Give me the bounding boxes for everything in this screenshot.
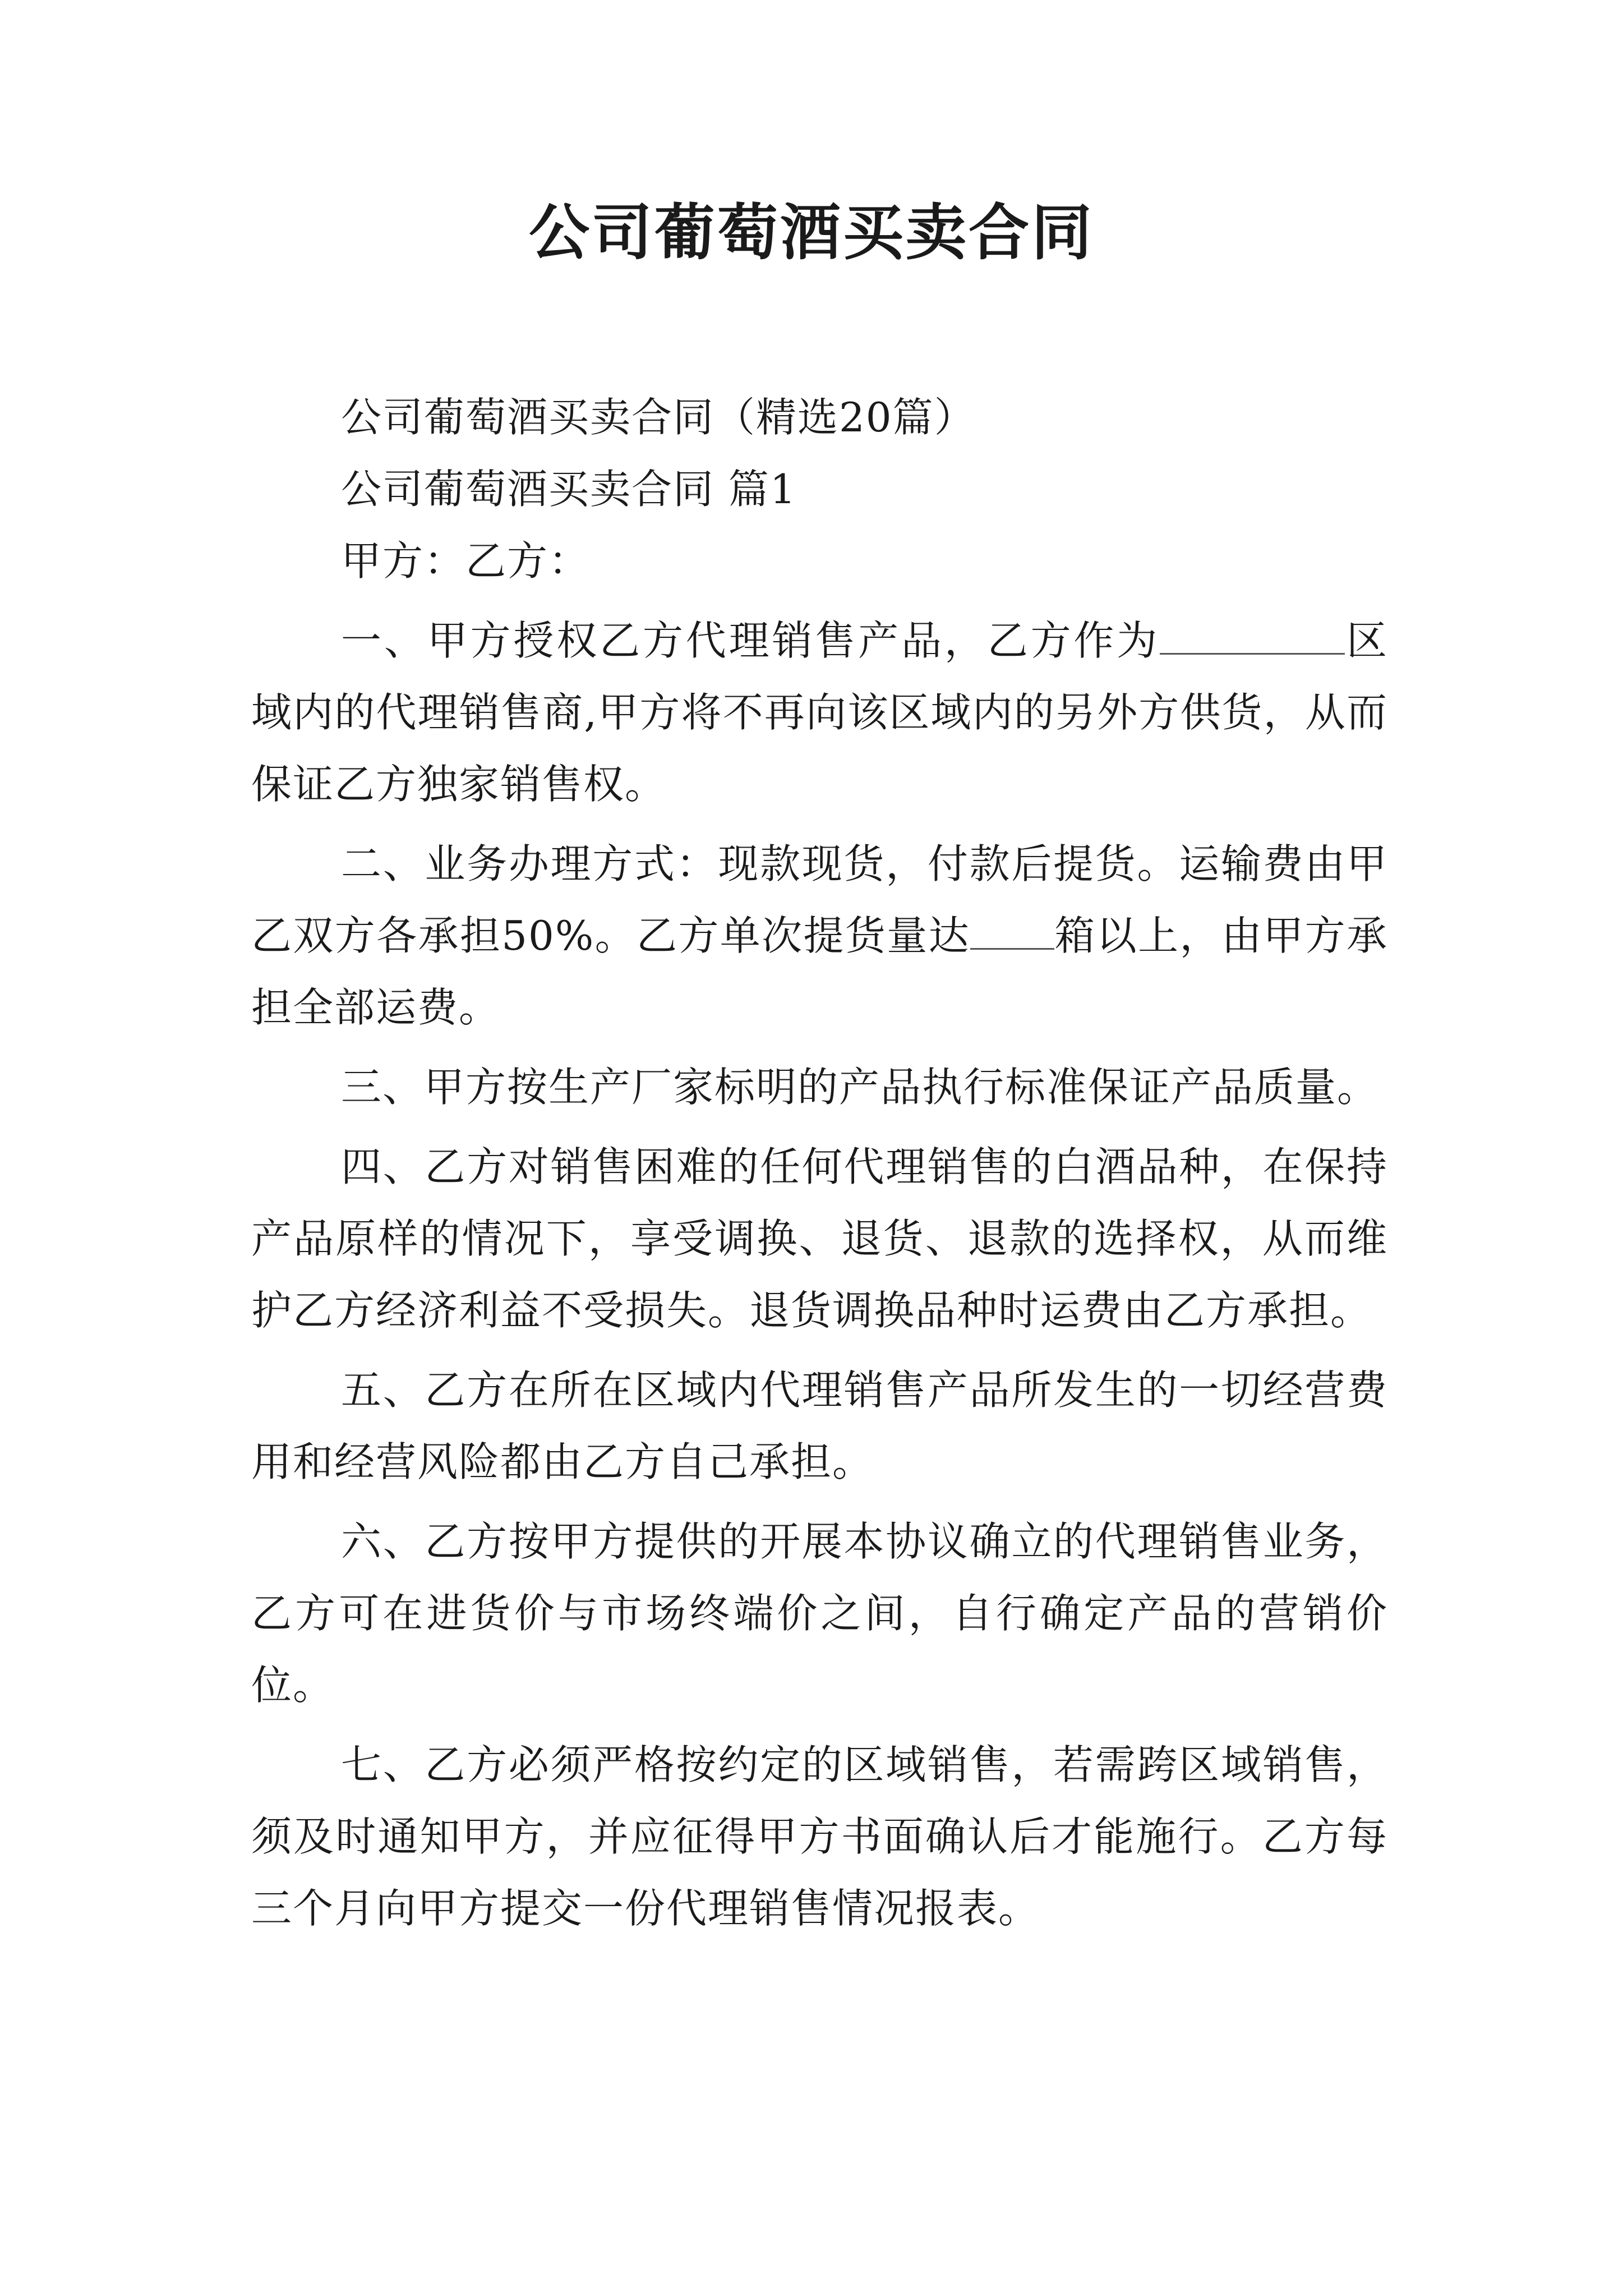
clause-1-text-before: 一、甲方授权乙方代理销售产品，乙方作为	[341, 617, 1160, 664]
clause-2-text-after: 箱以上，由甲方承担全部运费。	[251, 912, 1388, 1031]
blank-region-field	[1160, 608, 1345, 655]
clause-2-text-before: 二、业务办理方式：现款现货，付款后提货。运输费由甲乙双方各承担50%。乙方单次提货量达	[251, 840, 1388, 959]
section-heading: 公司葡萄酒买卖合同 篇1	[341, 466, 797, 513]
clause-3: 三、甲方按生产厂家标明的产品执行标准保证产品质量。	[341, 1064, 1379, 1111]
document-subtitle: 公司葡萄酒买卖合同（精选20篇）	[341, 394, 976, 441]
clause-1	[251, 605, 1388, 820]
parties-line: 甲方：乙方：	[341, 537, 591, 585]
document-body	[251, 381, 1388, 1944]
clause-4: 四、乙方对销售困难的任何代理销售的白酒品种，在保持产品原样的情况下，享受调换、退货、退款的选择权，从而维护乙方经济利益不受损失。退货调换品种时运费由乙方承担。	[251, 1143, 1388, 1334]
clause-6: 六、乙方按甲方提供的开展本协议确立的代理销售业务，乙方可在进货价与市场终端价之间，自行确定产品的营销价位。	[251, 1518, 1388, 1709]
clause-2	[251, 828, 1388, 1043]
clause-5: 五、乙方在所在区域内代理销售产品所发生的一切经营费用和经营风险都由乙方自己承担。	[251, 1366, 1388, 1485]
document-title: 公司葡萄酒买卖合同	[528, 197, 1094, 268]
clause-7: 七、乙方必须严格按约定的区域销售，若需跨区域销售，须及时通知甲方，并应征得甲方书面确认后才能施行。乙方每三个月向甲方提交一份代理销售情况报表。	[251, 1741, 1388, 1932]
clause-1-text-after: 区域内的代理销售商,甲方将不再向该区域内的另外方供货，从而保证乙方独家销售权。	[251, 617, 1388, 808]
blank-quantity-field	[970, 903, 1054, 950]
